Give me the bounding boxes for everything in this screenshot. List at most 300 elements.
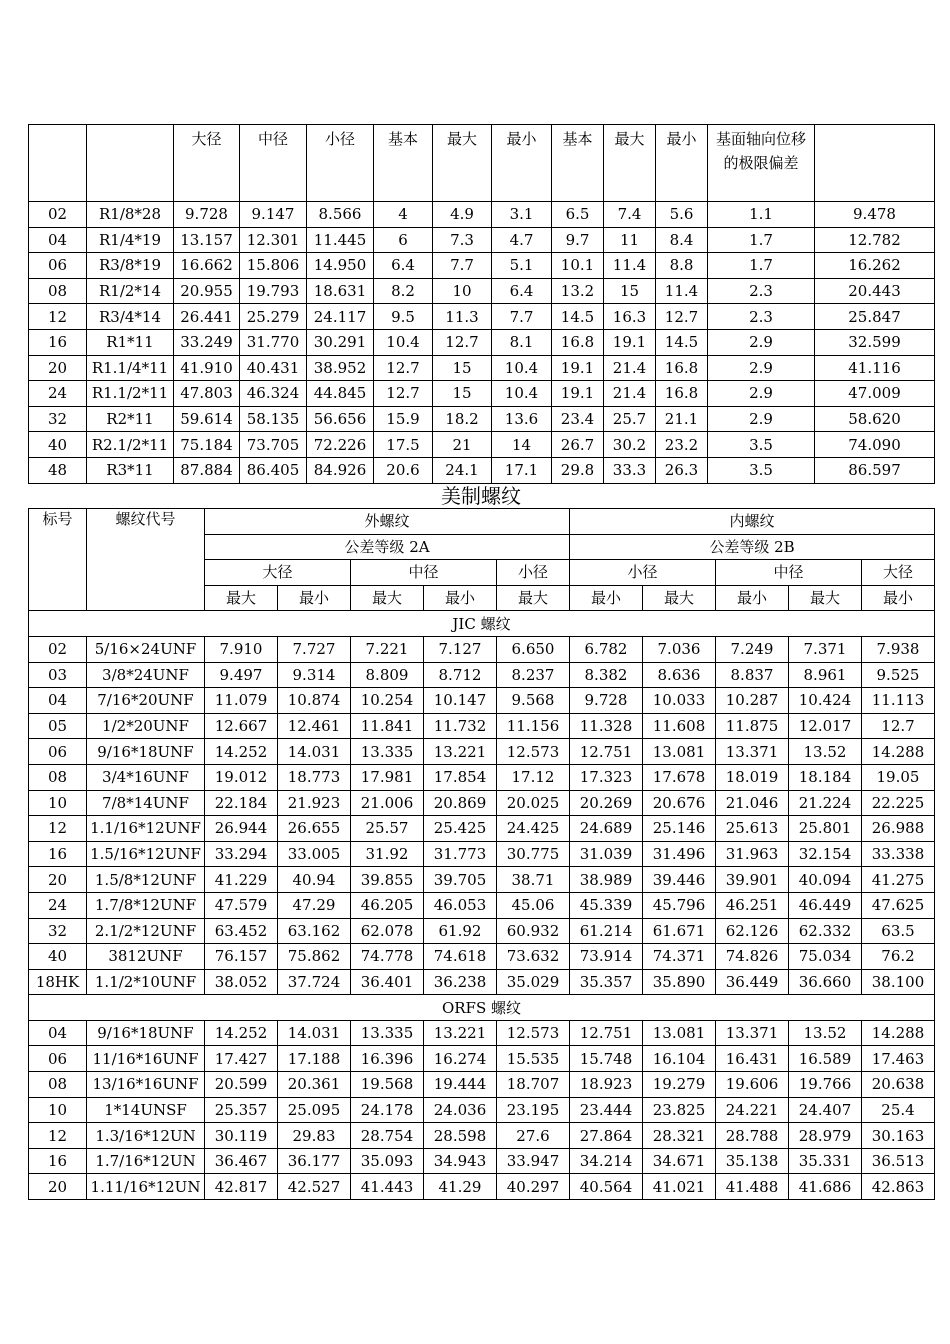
table-cell: 19.1 bbox=[552, 355, 604, 381]
table-cell: 12.751 bbox=[570, 1020, 643, 1046]
table-cell: 24.036 bbox=[424, 1097, 497, 1123]
table-cell: 74.371 bbox=[643, 944, 716, 970]
table-cell: 47.803 bbox=[174, 381, 240, 407]
table-row bbox=[29, 969, 935, 995]
table-cell: 30.119 bbox=[205, 1123, 278, 1149]
table-row bbox=[29, 1123, 935, 1149]
table-cell: 10 bbox=[29, 790, 87, 816]
table-cell: 39.446 bbox=[643, 867, 716, 893]
table-cell: 12.782 bbox=[815, 227, 935, 253]
table-cell: 17.188 bbox=[278, 1046, 351, 1072]
table-cell: 48 bbox=[29, 457, 87, 483]
table-row bbox=[29, 304, 935, 330]
table-cell: 20.269 bbox=[570, 790, 643, 816]
table-cell: 73.914 bbox=[570, 944, 643, 970]
table-cell: 6.650 bbox=[497, 636, 570, 662]
table-cell: 74.090 bbox=[815, 432, 935, 458]
sub-header: 最大 bbox=[351, 585, 424, 611]
table-row bbox=[29, 278, 935, 304]
table-cell: 12.461 bbox=[278, 713, 351, 739]
table-cell: 25.146 bbox=[643, 816, 716, 842]
table-row bbox=[29, 688, 935, 714]
table-cell: 26.441 bbox=[174, 304, 240, 330]
table-cell: 41.488 bbox=[716, 1174, 789, 1200]
column-header: 最小 bbox=[656, 125, 708, 202]
table-cell: 11/16*16UNF bbox=[87, 1046, 205, 1072]
table-cell: 17.463 bbox=[862, 1046, 935, 1072]
bsp-thread-table bbox=[28, 124, 935, 484]
table-cell: 17.981 bbox=[351, 764, 424, 790]
table-cell: 6 bbox=[374, 227, 433, 253]
table-cell: 3.5 bbox=[708, 457, 815, 483]
table-cell: 23.2 bbox=[656, 432, 708, 458]
table-cell: 10.147 bbox=[424, 688, 497, 714]
table-cell: 1.7/8*12UNF bbox=[87, 892, 205, 918]
table-cell: 7.3 bbox=[433, 227, 492, 253]
table-cell: 02 bbox=[29, 202, 87, 228]
table-cell: 24.178 bbox=[351, 1097, 424, 1123]
table-row bbox=[29, 1072, 935, 1098]
sub-header: 最大 bbox=[497, 585, 570, 611]
column-header: 基本 bbox=[374, 125, 433, 202]
table-cell: 30.2 bbox=[604, 432, 656, 458]
table-cell: 74.778 bbox=[351, 944, 424, 970]
table-cell: 40 bbox=[29, 432, 87, 458]
table-cell: 14.288 bbox=[862, 739, 935, 765]
table-cell: 61.92 bbox=[424, 918, 497, 944]
table-cell: 06 bbox=[29, 739, 87, 765]
table-cell: 9.5 bbox=[374, 304, 433, 330]
table-cell: 30.775 bbox=[497, 841, 570, 867]
table-cell: 41.910 bbox=[174, 355, 240, 381]
table-cell: 11.4 bbox=[656, 278, 708, 304]
table-cell: 17.323 bbox=[570, 764, 643, 790]
table-cell: 8.4 bbox=[656, 227, 708, 253]
table-cell: 16.104 bbox=[643, 1046, 716, 1072]
table-cell: 20.955 bbox=[174, 278, 240, 304]
table-cell: 15.9 bbox=[374, 406, 433, 432]
table-cell: R3/4*14 bbox=[87, 304, 174, 330]
table-cell: 40.094 bbox=[789, 867, 862, 893]
table-cell: 16.274 bbox=[424, 1046, 497, 1072]
table-cell: 75.862 bbox=[278, 944, 351, 970]
table-cell: R3*11 bbox=[87, 457, 174, 483]
table-cell: 13.371 bbox=[716, 739, 789, 765]
table-cell: 20 bbox=[29, 355, 87, 381]
table-cell: 2.9 bbox=[708, 355, 815, 381]
table-cell: 6.4 bbox=[492, 278, 552, 304]
int-pitch-header: 中径 bbox=[716, 560, 862, 586]
code-header: 螺纹代号 bbox=[87, 509, 205, 611]
table-cell: 41.686 bbox=[789, 1174, 862, 1200]
table-cell: R3/8*19 bbox=[87, 253, 174, 279]
table-cell: 40.297 bbox=[497, 1174, 570, 1200]
table-cell: 12.7 bbox=[862, 713, 935, 739]
table-cell: 8.1 bbox=[492, 329, 552, 355]
table-cell: 8.2 bbox=[374, 278, 433, 304]
table-cell: 17.5 bbox=[374, 432, 433, 458]
table-row bbox=[29, 892, 935, 918]
table-cell: 28.754 bbox=[351, 1123, 424, 1149]
column-header bbox=[29, 125, 87, 202]
ext-pitch-header: 中径 bbox=[351, 560, 497, 586]
table-row bbox=[29, 790, 935, 816]
table-cell: 31.773 bbox=[424, 841, 497, 867]
table-cell: 21.4 bbox=[604, 355, 656, 381]
table-cell: 12.573 bbox=[497, 1020, 570, 1046]
table-cell: 3.5 bbox=[708, 432, 815, 458]
table-cell: 38.952 bbox=[307, 355, 374, 381]
table-cell: 9.525 bbox=[862, 662, 935, 688]
table-cell: 06 bbox=[29, 253, 87, 279]
table-cell: 1.7/16*12UN bbox=[87, 1148, 205, 1174]
table-cell: 30.291 bbox=[307, 329, 374, 355]
table-cell: 35.093 bbox=[351, 1148, 424, 1174]
table-cell: 24.1 bbox=[433, 457, 492, 483]
table-cell: 1.1/2*10UNF bbox=[87, 969, 205, 995]
table-cell: 20.443 bbox=[815, 278, 935, 304]
table-cell: 35.331 bbox=[789, 1148, 862, 1174]
table-cell: 24.117 bbox=[307, 304, 374, 330]
table-cell: 33.005 bbox=[278, 841, 351, 867]
table-cell: 36.513 bbox=[862, 1148, 935, 1174]
table-cell: 61.214 bbox=[570, 918, 643, 944]
table-row bbox=[29, 1020, 935, 1046]
table-cell: R2*11 bbox=[87, 406, 174, 432]
table-cell: 16 bbox=[29, 841, 87, 867]
table-cell: 24.425 bbox=[497, 816, 570, 842]
table-cell: 28.321 bbox=[643, 1123, 716, 1149]
table-cell: 16.431 bbox=[716, 1046, 789, 1072]
table-cell: 2.1/2*12UNF bbox=[87, 918, 205, 944]
internal-thread-header: 内螺纹 bbox=[570, 509, 935, 535]
table-cell: 20 bbox=[29, 1174, 87, 1200]
table-row bbox=[29, 457, 935, 483]
table-cell: 11.113 bbox=[862, 688, 935, 714]
table-cell: 40.431 bbox=[240, 355, 307, 381]
table-cell: R2.1/2*11 bbox=[87, 432, 174, 458]
table-cell: 10.874 bbox=[278, 688, 351, 714]
table-cell: 73.705 bbox=[240, 432, 307, 458]
table-cell: 9.568 bbox=[497, 688, 570, 714]
table-cell: 19.766 bbox=[789, 1072, 862, 1098]
table-cell: 10 bbox=[29, 1097, 87, 1123]
table-cell: 20.676 bbox=[643, 790, 716, 816]
section-title: JIC 螺纹 bbox=[29, 611, 935, 637]
table-cell: 74.618 bbox=[424, 944, 497, 970]
table-cell: 18.631 bbox=[307, 278, 374, 304]
table-cell: 05 bbox=[29, 713, 87, 739]
column-header bbox=[815, 125, 935, 202]
table-cell: 39.855 bbox=[351, 867, 424, 893]
table-cell: 26.655 bbox=[278, 816, 351, 842]
table-cell: 63.452 bbox=[205, 918, 278, 944]
ext-major-header: 大径 bbox=[205, 560, 351, 586]
table-cell: 19.568 bbox=[351, 1072, 424, 1098]
table-cell: 14.031 bbox=[278, 1020, 351, 1046]
table-cell: 14.252 bbox=[205, 739, 278, 765]
table-cell: 04 bbox=[29, 227, 87, 253]
table-cell: 6.5 bbox=[552, 202, 604, 228]
table-cell: 40 bbox=[29, 944, 87, 970]
table-row bbox=[29, 329, 935, 355]
table-cell: 36.401 bbox=[351, 969, 424, 995]
header-row bbox=[29, 125, 935, 202]
table-cell: 12.7 bbox=[374, 381, 433, 407]
table-cell: 9.478 bbox=[815, 202, 935, 228]
table-cell: 86.405 bbox=[240, 457, 307, 483]
table-cell: 46.053 bbox=[424, 892, 497, 918]
mark-header: 标号 bbox=[29, 509, 87, 611]
table-cell: 8.237 bbox=[497, 662, 570, 688]
sub-header: 最小 bbox=[278, 585, 351, 611]
table-cell: 38.989 bbox=[570, 867, 643, 893]
table-cell: 47.579 bbox=[205, 892, 278, 918]
table-cell: 37.724 bbox=[278, 969, 351, 995]
table-cell: R1.1/2*11 bbox=[87, 381, 174, 407]
us-thread-title: 美制螺纹 bbox=[441, 484, 521, 508]
table-cell: 14.031 bbox=[278, 739, 351, 765]
table-cell: 22.184 bbox=[205, 790, 278, 816]
table-cell: 18.184 bbox=[789, 764, 862, 790]
table-cell: 46.205 bbox=[351, 892, 424, 918]
table-cell: 12.7 bbox=[656, 304, 708, 330]
table-cell: 19.793 bbox=[240, 278, 307, 304]
bsp-table-body bbox=[29, 125, 935, 484]
table-cell: 9.147 bbox=[240, 202, 307, 228]
table-cell: 34.214 bbox=[570, 1148, 643, 1174]
table-cell: 13.371 bbox=[716, 1020, 789, 1046]
table-cell: 45.796 bbox=[643, 892, 716, 918]
table-cell: 11 bbox=[604, 227, 656, 253]
table-cell: 31.039 bbox=[570, 841, 643, 867]
table-row bbox=[29, 764, 935, 790]
table-cell: 04 bbox=[29, 1020, 87, 1046]
table-cell: 24.221 bbox=[716, 1097, 789, 1123]
table-cell: 18.923 bbox=[570, 1072, 643, 1098]
table-cell: 21.046 bbox=[716, 790, 789, 816]
table-cell: 2.3 bbox=[708, 304, 815, 330]
sub-header: 最小 bbox=[716, 585, 789, 611]
table-cell: 21.923 bbox=[278, 790, 351, 816]
table-cell: 41.229 bbox=[205, 867, 278, 893]
table-cell: 14.950 bbox=[307, 253, 374, 279]
table-cell: 4 bbox=[374, 202, 433, 228]
table-cell: 26.3 bbox=[656, 457, 708, 483]
table-cell: 44.845 bbox=[307, 381, 374, 407]
table-cell: 23.4 bbox=[552, 406, 604, 432]
table-cell: 08 bbox=[29, 1072, 87, 1098]
table-cell: 61.671 bbox=[643, 918, 716, 944]
column-header: 最大 bbox=[433, 125, 492, 202]
table-cell: 32.154 bbox=[789, 841, 862, 867]
table-cell: 5.1 bbox=[492, 253, 552, 279]
table-cell: 25.4 bbox=[862, 1097, 935, 1123]
table-row bbox=[29, 944, 935, 970]
table-cell: 73.632 bbox=[497, 944, 570, 970]
table-cell: 12.667 bbox=[205, 713, 278, 739]
table-cell: 3/8*24UNF bbox=[87, 662, 205, 688]
table-cell: 4.7 bbox=[492, 227, 552, 253]
column-header: 小径 bbox=[307, 125, 374, 202]
table-cell: R1/4*19 bbox=[87, 227, 174, 253]
table-cell: 34.943 bbox=[424, 1148, 497, 1174]
int-minor-header: 小径 bbox=[570, 560, 716, 586]
table-cell: 19.1 bbox=[552, 381, 604, 407]
table-cell: 31.770 bbox=[240, 329, 307, 355]
table-cell: 38.052 bbox=[205, 969, 278, 995]
table-cell: 13.081 bbox=[643, 1020, 716, 1046]
us-table-body bbox=[29, 509, 935, 1200]
table-cell: 12 bbox=[29, 1123, 87, 1149]
table-cell: 19.444 bbox=[424, 1072, 497, 1098]
table-row bbox=[29, 841, 935, 867]
table-cell: 32.599 bbox=[815, 329, 935, 355]
table-cell: 8.712 bbox=[424, 662, 497, 688]
table-cell: 42.817 bbox=[205, 1174, 278, 1200]
int-major-header: 大径 bbox=[862, 560, 935, 586]
us-thread-table bbox=[28, 508, 935, 1200]
table-cell: 31.496 bbox=[643, 841, 716, 867]
table-cell: 9.728 bbox=[570, 688, 643, 714]
table-row bbox=[29, 406, 935, 432]
table-cell: 20.599 bbox=[205, 1072, 278, 1098]
table-cell: 35.029 bbox=[497, 969, 570, 995]
table-cell: 29.8 bbox=[552, 457, 604, 483]
table-cell: 41.443 bbox=[351, 1174, 424, 1200]
table-cell: 32 bbox=[29, 406, 87, 432]
table-row bbox=[29, 739, 935, 765]
table-cell: 38.100 bbox=[862, 969, 935, 995]
sub-header: 最小 bbox=[570, 585, 643, 611]
table-cell: 16.8 bbox=[552, 329, 604, 355]
table-cell: 7.938 bbox=[862, 636, 935, 662]
table-cell: 13.335 bbox=[351, 739, 424, 765]
table-cell: 7.7 bbox=[492, 304, 552, 330]
table-cell: 10.033 bbox=[643, 688, 716, 714]
table-cell: 08 bbox=[29, 278, 87, 304]
column-header: 基本 bbox=[552, 125, 604, 202]
table-row bbox=[29, 432, 935, 458]
table-cell: 28.788 bbox=[716, 1123, 789, 1149]
table-cell: 7.036 bbox=[643, 636, 716, 662]
table-cell: 3/4*16UNF bbox=[87, 764, 205, 790]
table-cell: 8.8 bbox=[656, 253, 708, 279]
table-cell: 58.620 bbox=[815, 406, 935, 432]
table-cell: 58.135 bbox=[240, 406, 307, 432]
table-cell: 29.83 bbox=[278, 1123, 351, 1149]
ext-minor-header: 小径 bbox=[497, 560, 570, 586]
table-cell: 47.009 bbox=[815, 381, 935, 407]
table-cell: 11.4 bbox=[604, 253, 656, 279]
table-cell: 34.671 bbox=[643, 1148, 716, 1174]
internal-grade-header: 公差等级 2B bbox=[570, 534, 935, 560]
table-cell: 02 bbox=[29, 636, 87, 662]
table-cell: 10.287 bbox=[716, 688, 789, 714]
table-cell: 47.625 bbox=[862, 892, 935, 918]
table-cell: 6.782 bbox=[570, 636, 643, 662]
table-cell: 33.294 bbox=[205, 841, 278, 867]
table-cell: 7/16*20UNF bbox=[87, 688, 205, 714]
table-cell: 72.226 bbox=[307, 432, 374, 458]
table-cell: 84.926 bbox=[307, 457, 374, 483]
table-cell: 16.3 bbox=[604, 304, 656, 330]
table-cell: 41.275 bbox=[862, 867, 935, 893]
table-cell: 14.5 bbox=[552, 304, 604, 330]
table-cell: 18.707 bbox=[497, 1072, 570, 1098]
table-cell: 19.606 bbox=[716, 1072, 789, 1098]
table-cell: 76.157 bbox=[205, 944, 278, 970]
table-cell: 17.427 bbox=[205, 1046, 278, 1072]
table-cell: 75.034 bbox=[789, 944, 862, 970]
table-cell: 40.94 bbox=[278, 867, 351, 893]
table-cell: 17.678 bbox=[643, 764, 716, 790]
sub-header: 最小 bbox=[424, 585, 497, 611]
table-cell: 1.7 bbox=[708, 253, 815, 279]
table-cell: 46.251 bbox=[716, 892, 789, 918]
table-cell: 63.162 bbox=[278, 918, 351, 944]
table-cell: 2.9 bbox=[708, 329, 815, 355]
table-cell: 23.195 bbox=[497, 1097, 570, 1123]
table-cell: 9/16*18UNF bbox=[87, 739, 205, 765]
table-cell: 19.279 bbox=[643, 1072, 716, 1098]
table-cell: 4.9 bbox=[433, 202, 492, 228]
table-cell: 41.116 bbox=[815, 355, 935, 381]
table-cell: 04 bbox=[29, 688, 87, 714]
table-cell: 19.012 bbox=[205, 764, 278, 790]
table-cell: 17.12 bbox=[497, 764, 570, 790]
table-cell: R1/2*14 bbox=[87, 278, 174, 304]
table-cell: 22.225 bbox=[862, 790, 935, 816]
table-cell: 13.6 bbox=[492, 406, 552, 432]
table-cell: 7.249 bbox=[716, 636, 789, 662]
table-row bbox=[29, 1148, 935, 1174]
table-cell: 24.689 bbox=[570, 816, 643, 842]
table-cell: 12.7 bbox=[374, 355, 433, 381]
table-cell: 16.589 bbox=[789, 1046, 862, 1072]
table-cell: 11.156 bbox=[497, 713, 570, 739]
table-cell: 13.52 bbox=[789, 739, 862, 765]
table-cell: 7.127 bbox=[424, 636, 497, 662]
table-cell: 18.019 bbox=[716, 764, 789, 790]
table-cell: 75.184 bbox=[174, 432, 240, 458]
table-cell: 9.497 bbox=[205, 662, 278, 688]
table-cell: 59.614 bbox=[174, 406, 240, 432]
table-cell: 21.4 bbox=[604, 381, 656, 407]
column-header: 最大 bbox=[604, 125, 656, 202]
table-cell: 6.4 bbox=[374, 253, 433, 279]
sub-header: 最大 bbox=[789, 585, 862, 611]
table-cell: 2.9 bbox=[708, 381, 815, 407]
table-cell: 11.445 bbox=[307, 227, 374, 253]
table-cell: 25.613 bbox=[716, 816, 789, 842]
table-cell: 15 bbox=[433, 381, 492, 407]
table-cell: 8.636 bbox=[643, 662, 716, 688]
table-cell: 31.92 bbox=[351, 841, 424, 867]
table-cell: 7.4 bbox=[604, 202, 656, 228]
table-cell: 2.9 bbox=[708, 406, 815, 432]
table-cell: 21.1 bbox=[656, 406, 708, 432]
table-cell: 13.157 bbox=[174, 227, 240, 253]
table-cell: 1.7 bbox=[708, 227, 815, 253]
table-cell: 16.262 bbox=[815, 253, 935, 279]
table-cell: 12 bbox=[29, 816, 87, 842]
table-cell: 36.238 bbox=[424, 969, 497, 995]
table-cell: 13.221 bbox=[424, 1020, 497, 1046]
table-cell: 7.727 bbox=[278, 636, 351, 662]
table-cell: 8.809 bbox=[351, 662, 424, 688]
table-cell: 41.021 bbox=[643, 1174, 716, 1200]
